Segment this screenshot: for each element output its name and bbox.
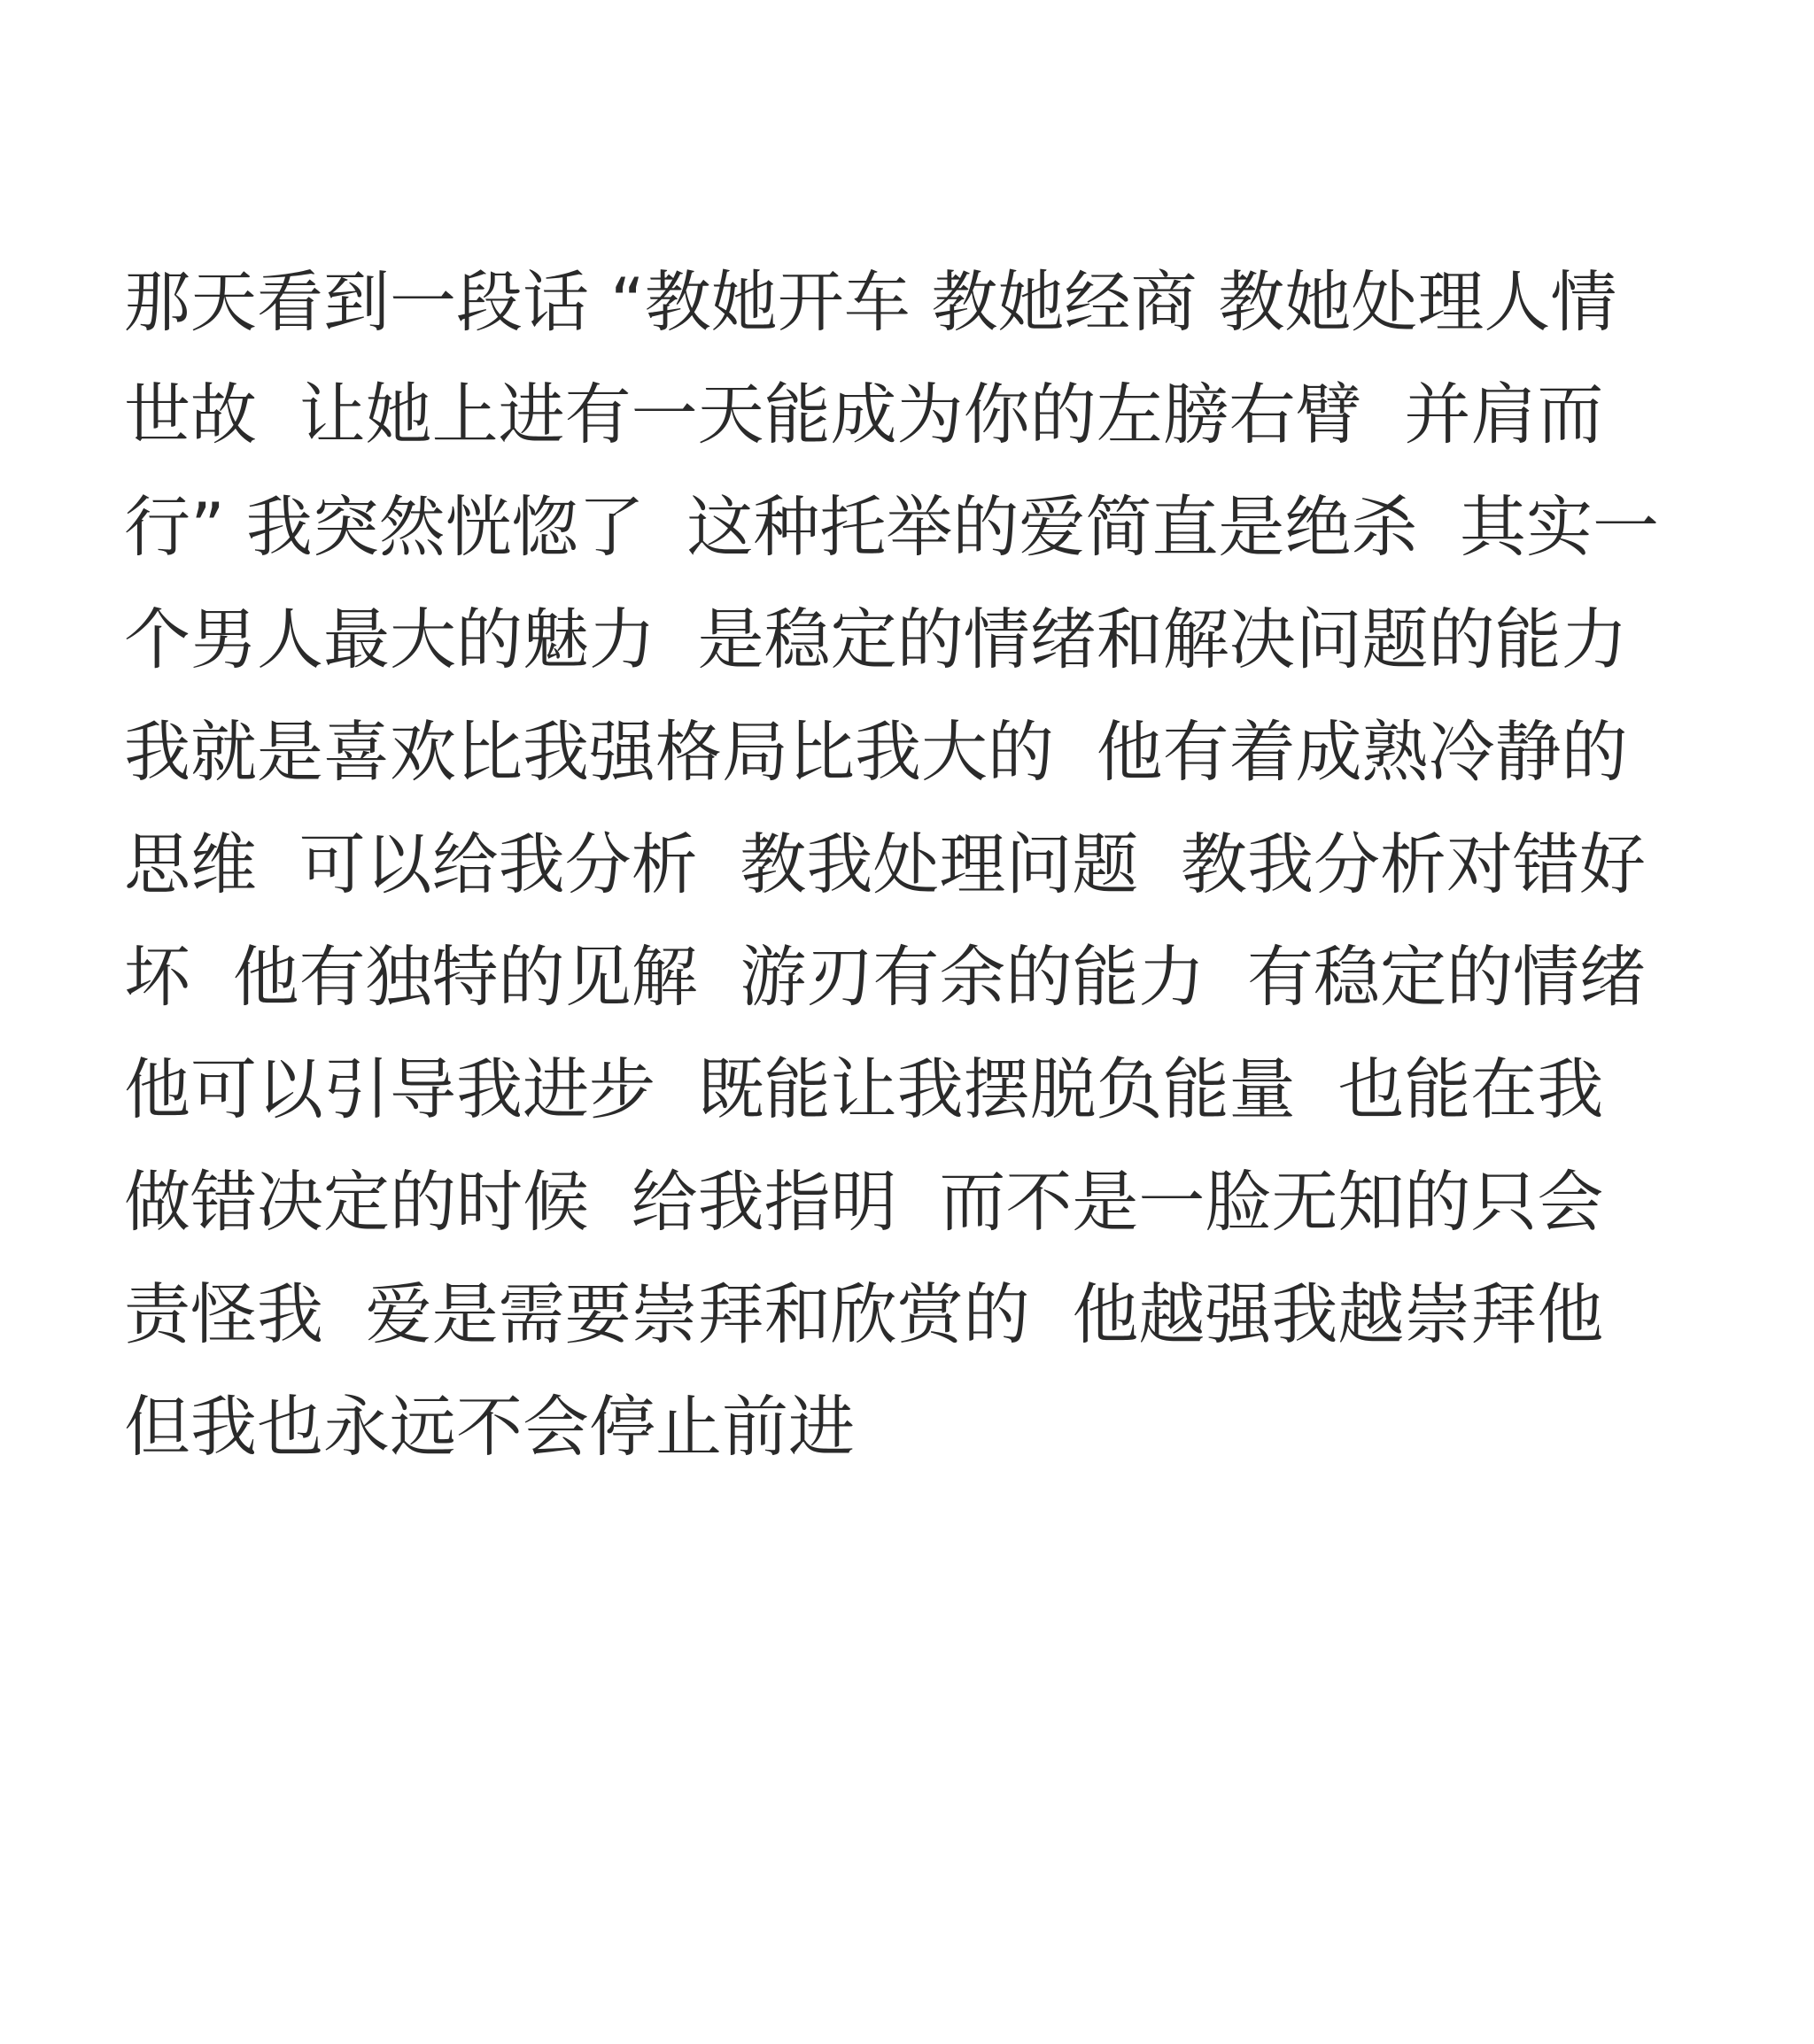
text-line-2: 世故 让她上进有一天能成为你的左膀右臂 并肩而 <box>124 376 1604 453</box>
text-line-11: 但我也永远不会停止前进 <box>124 1388 856 1466</box>
text-line-6: 思维 可以给我分析 教我处理问题 教我分析对错好 <box>124 825 1647 903</box>
text-line-1: 那天看到一段话 “教她开车 教她经商 教她处理人情 <box>124 263 1617 341</box>
text-line-5: 我就是喜欢比我强格局比我大的 他有着成熟冷静的 <box>124 713 1628 791</box>
text-line-7: 坏 他有独特的见解 游刃有余的能力 有稳定的情绪 <box>124 938 1647 1016</box>
text-line-10: 责怪我 爱是需要崇拜和欣赏的 他越强我越崇拜他 <box>124 1275 1604 1353</box>
body-text <box>124 246 1718 1483</box>
text-line-9: 做错决定的时候 给我指明 而不是一脸无知的只会 <box>124 1163 1604 1241</box>
text-line-8: 他可以引导我进步 既能让我摆脱负能量 也能在我 <box>124 1050 1604 1128</box>
text-line-4: 个男人最大的魅力 是稳定的情绪和解决问题的能力 <box>124 600 1628 678</box>
text-line-3: 行” 我突然恍惚了 这种托举的爱简直是绝杀 其实一 <box>124 488 1660 566</box>
